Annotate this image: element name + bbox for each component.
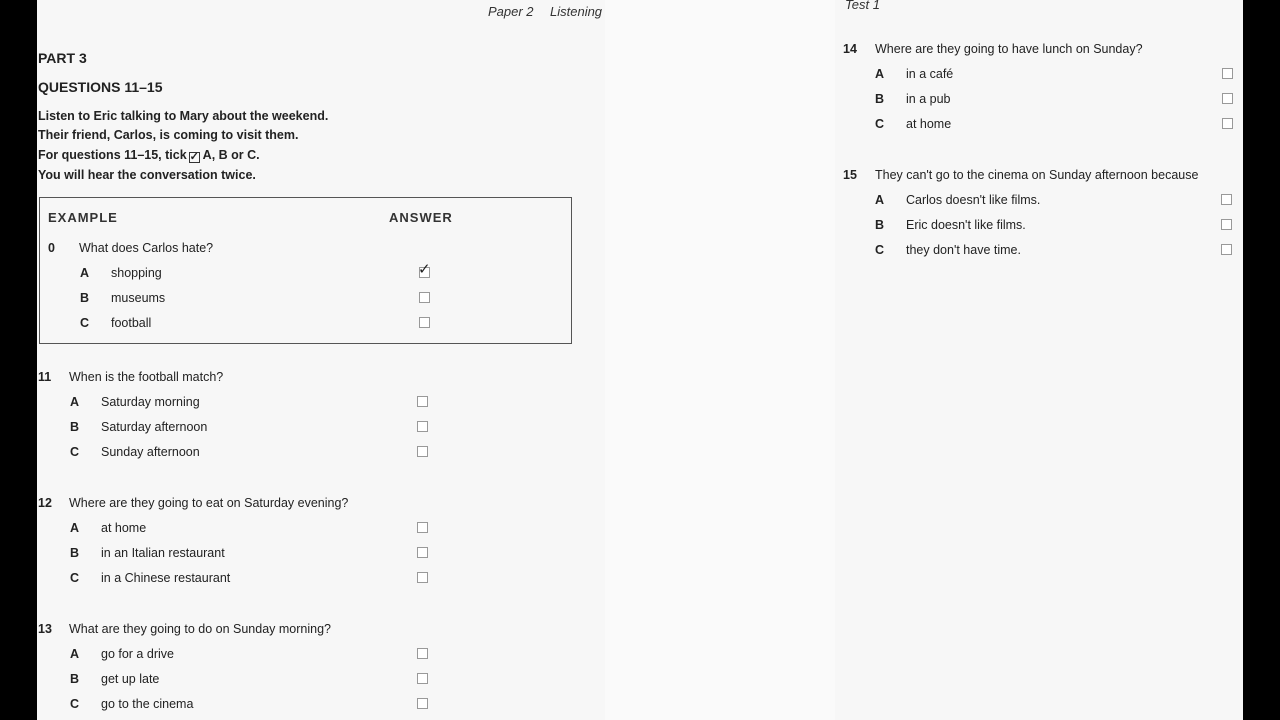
option-text: go to the cinema xyxy=(101,697,194,711)
question-text: When is the football match? xyxy=(69,370,224,384)
test-label: Test 1 xyxy=(845,0,880,12)
example-option-text: shopping xyxy=(111,266,162,280)
answer-checkbox[interactable] xyxy=(1221,194,1232,205)
answer-checkbox[interactable] xyxy=(1222,93,1233,104)
answer-label: ANSWER xyxy=(389,210,453,225)
option-text: go for a drive xyxy=(101,647,174,661)
instruction-line-4: You will hear the conversation twice. xyxy=(38,168,256,182)
option-text: in a café xyxy=(906,67,954,81)
option-letter: B xyxy=(70,546,80,560)
question-text: Where are they going to have lunch on Sunday? xyxy=(875,42,1143,56)
answer-checkbox[interactable] xyxy=(417,648,428,659)
instruction-line-3-start: For questions 11–15, tick xyxy=(38,148,187,162)
answer-checkbox[interactable] xyxy=(417,396,428,407)
question-number: 14 xyxy=(843,42,857,56)
example-label: EXAMPLE xyxy=(48,210,118,225)
option-letter: C xyxy=(875,117,885,131)
page-gutter xyxy=(605,0,835,720)
question-number: 12 xyxy=(38,496,52,510)
option-letter: C xyxy=(70,697,80,711)
answer-checkbox[interactable] xyxy=(417,522,428,533)
instruction-line-3-end: A, B or C. xyxy=(202,148,260,162)
example-checkbox-b[interactable] xyxy=(419,292,430,303)
tick-box-icon: ✓ xyxy=(189,151,199,163)
option-letter: A xyxy=(70,647,80,661)
example-question: What does Carlos hate? xyxy=(79,241,214,255)
answer-checkbox[interactable] xyxy=(1222,68,1233,79)
option-letter: B xyxy=(875,92,885,106)
question-number: 15 xyxy=(843,168,857,182)
option-letter: C xyxy=(875,243,885,257)
instruction-line-1: Listen to Eric talking to Mary about the weekend. xyxy=(38,109,329,123)
option-letter: B xyxy=(70,672,80,686)
option-text: get up late xyxy=(101,672,160,686)
tick-icon: ✓ xyxy=(418,261,431,278)
answer-checkbox[interactable] xyxy=(417,673,428,684)
option-letter: A xyxy=(70,521,80,535)
paper-label: Paper 2 xyxy=(488,4,534,19)
option-text: Saturday morning xyxy=(101,395,200,409)
answer-checkbox[interactable] xyxy=(417,572,428,583)
part-title: PART 3 xyxy=(38,50,87,66)
answer-checkbox[interactable] xyxy=(1221,244,1232,255)
option-text: Carlos doesn't like films. xyxy=(906,193,1041,207)
question-text: Where are they going to eat on Saturday evening? xyxy=(69,496,349,510)
left-page xyxy=(37,0,605,720)
questions-range: QUESTIONS 11–15 xyxy=(38,79,163,95)
option-text: at home xyxy=(101,521,147,535)
instruction-line-3 xyxy=(38,148,260,163)
example-option-letter: A xyxy=(80,266,90,280)
option-letter: A xyxy=(875,193,885,207)
example-option-text: museums xyxy=(111,291,166,305)
example-box xyxy=(39,197,572,344)
question-text: They can't go to the cinema on Sunday afternoon because xyxy=(875,168,1199,182)
answer-checkbox[interactable] xyxy=(417,547,428,558)
option-letter: C xyxy=(70,571,80,585)
answer-checkbox[interactable] xyxy=(417,421,428,432)
option-letter: A xyxy=(70,395,80,409)
answer-checkbox[interactable] xyxy=(417,446,428,457)
option-text: in a pub xyxy=(906,92,951,106)
option-text: Sunday afternoon xyxy=(101,445,200,459)
example-option-text: football xyxy=(111,316,152,330)
answer-checkbox[interactable] xyxy=(1221,219,1232,230)
example-number: 0 xyxy=(48,241,55,255)
question-text: What are they going to do on Sunday morning? xyxy=(69,622,331,636)
question-number: 11 xyxy=(38,370,52,384)
question-number: 13 xyxy=(38,622,52,636)
option-text: at home xyxy=(906,117,952,131)
example-checkbox-c[interactable] xyxy=(419,317,430,328)
answer-checkbox[interactable] xyxy=(417,698,428,709)
right-page xyxy=(835,0,1243,720)
instruction-line-2: Their friend, Carlos, is coming to visit them. xyxy=(38,128,299,142)
option-text: they don't have time. xyxy=(906,243,1021,257)
option-letter: C xyxy=(70,445,80,459)
option-letter: A xyxy=(875,67,885,81)
section-label: Listening xyxy=(550,4,603,19)
option-text: in an Italian restaurant xyxy=(101,546,225,560)
option-text: Saturday afternoon xyxy=(101,420,208,434)
option-letter: B xyxy=(70,420,80,434)
answer-checkbox[interactable] xyxy=(1222,118,1233,129)
option-letter: B xyxy=(875,218,885,232)
example-option-letter: C xyxy=(80,316,90,330)
example-option-letter: B xyxy=(80,291,90,305)
option-text: Eric doesn't like films. xyxy=(906,218,1026,232)
option-text: in a Chinese restaurant xyxy=(101,571,231,585)
